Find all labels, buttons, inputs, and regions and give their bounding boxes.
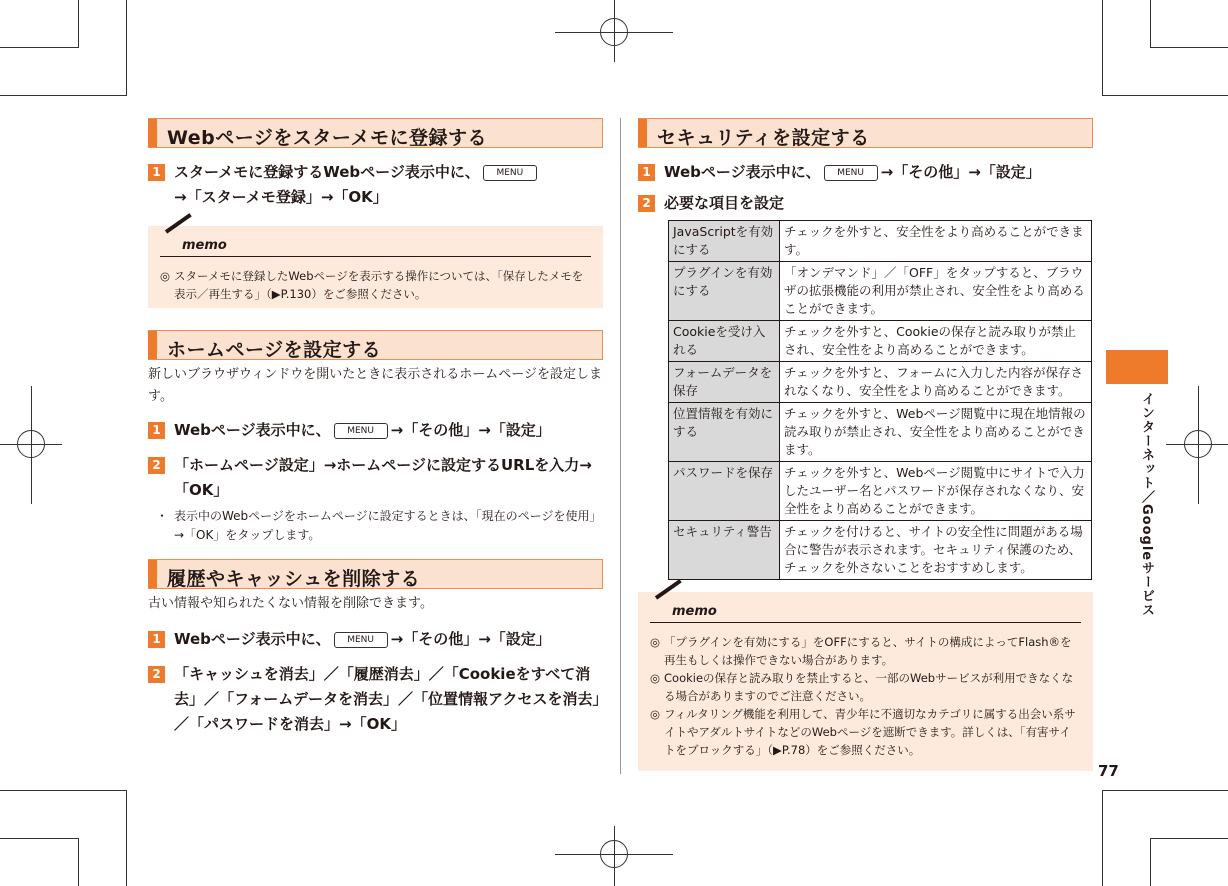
- table-row: [669, 403, 1092, 462]
- step-number: 2: [148, 666, 165, 683]
- menu-key-icon: MENU: [334, 423, 388, 439]
- setting-description: チェックを外すと、フォームに入力した内容が保存されなくなり、安全性をより高めることができます。: [780, 362, 1092, 403]
- step-text: 「キャッシュを消去」／「履歴消去」／「Cookieをすべて消去」／「フォームデータを消去」／「位置情報アクセスを消去」／「パスワードを消去」→「OK」: [174, 665, 601, 733]
- crop-mark: [78, 0, 79, 48]
- section-heading: ホームページを設定する: [148, 330, 603, 360]
- crop-mark: [1150, 0, 1151, 48]
- step: [148, 160, 603, 210]
- section-intro: 古い情報や知られたくない情報を削除できます。: [148, 596, 433, 611]
- step-number: 2: [638, 195, 655, 212]
- chapter-label: インターネット／Googleサービス: [1139, 392, 1154, 618]
- menu-key-icon: MENU: [483, 165, 537, 181]
- step-text: 「ホームページ設定」→ホームページに設定するURLを入力→「OK」: [174, 456, 592, 499]
- registration-line: [614, 0, 615, 62]
- memo-title: [160, 236, 591, 257]
- setting-description: チェックを外すと、Webページ閲覧中にサイトで入力したユーザー名とパスワードが保存されなくなり、安全性をより高めることができます。: [780, 462, 1092, 521]
- setting-description: チェックを外すと、Cookieの保存と読み取りが禁止され、安全性をより高めることができます。: [780, 321, 1092, 362]
- registration-line: [1198, 386, 1199, 504]
- memo-label: memo: [182, 238, 231, 253]
- crop-mark: [1150, 838, 1151, 886]
- step-text: Webページ表示中に、: [174, 630, 331, 648]
- table-row: [669, 221, 1092, 262]
- table-row: [669, 262, 1092, 321]
- crop-mark: [1150, 47, 1228, 48]
- step: [638, 191, 1093, 216]
- pencil-icon: [165, 213, 192, 233]
- crop-mark: [126, 790, 127, 886]
- memo-label: memo: [672, 604, 721, 619]
- step-number: 1: [638, 164, 655, 181]
- setting-description: チェックを付けると、サイトの安全性に問題がある場合に警告が表示されます。セキュリティ保護のため、チェックを外さないことをおすすめします。: [780, 521, 1092, 580]
- crop-mark: [126, 0, 127, 96]
- setting-name: プラグインを有効にする: [669, 262, 780, 321]
- table-row: [669, 321, 1092, 362]
- memo-item: ◎ フィルタリング機能を利用して、青少年に不適切なカテゴリに属する出会い系サイトやアダルトサイトなどのWebページを遮断できます。詳しくは、「有害サイトをブロックする」（▶P.78）をご参照ください。: [650, 705, 1081, 759]
- crop-mark: [0, 838, 78, 839]
- step-text: Webページ表示中に、: [664, 163, 821, 181]
- step-number: 1: [148, 164, 165, 181]
- crop-mark: [0, 95, 126, 96]
- crop-mark: [0, 47, 78, 48]
- step-number: 1: [148, 631, 165, 648]
- setting-description: チェックを外すと、安全性をより高めることができます。: [780, 221, 1092, 262]
- crop-mark: [1102, 790, 1103, 886]
- menu-key-icon: MENU: [824, 165, 878, 181]
- memo-item: ◎ 「プラグインを有効にする」をOFFにすると、サイトの構成によってFlash®を再生もしくは操作できない場合があります。: [650, 633, 1081, 669]
- memo-item: ◎ Cookieの保存と読み取りを禁止すると、一部のWebサービスが利用できなくなる場合がありますのでご注意ください。: [650, 669, 1081, 705]
- setting-name: 位置情報を有効にする: [669, 403, 780, 462]
- table-row: [669, 362, 1092, 403]
- step-number: 1: [148, 422, 165, 439]
- crop-mark: [1102, 95, 1228, 96]
- setting-description: 「オンデマンド」／「OFF」をタップすると、ブラウザの拡張機能の利用が禁止され、安全性をより高めることができます。: [780, 262, 1092, 321]
- step-text: →「その他」→「設定」: [390, 630, 551, 648]
- step: [148, 418, 603, 443]
- right-column: [638, 118, 1093, 771]
- section-heading: セキュリティを設定する: [638, 118, 1093, 148]
- section-heading: 履歴やキャッシュを削除する: [148, 559, 603, 589]
- column-divider: [620, 118, 621, 774]
- memo-title: [650, 602, 1081, 623]
- step-text: 必要な項目を設定: [664, 194, 785, 212]
- crop-mark: [1102, 790, 1228, 791]
- page-number: 77: [1098, 762, 1119, 780]
- setting-name: フォームデータを保存: [669, 362, 780, 403]
- bullet-note: ・ 表示中のWebページをホームページに設定するときは、「現在のページを使用」→「OK」をタップします。: [148, 507, 603, 545]
- memo-box: [148, 226, 603, 308]
- step-text: →「スターメモ登録」→「OK」: [174, 188, 388, 206]
- setting-name: セキュリティ警告: [669, 521, 780, 580]
- step-text: →「その他」→「設定」: [880, 163, 1041, 181]
- step-number: 2: [148, 457, 165, 474]
- registration-line: [31, 386, 32, 504]
- memo-box: [638, 592, 1093, 771]
- settings-table: [668, 220, 1092, 580]
- crop-mark: [1150, 838, 1228, 839]
- step: [638, 160, 1093, 185]
- crop-mark: [0, 790, 126, 791]
- table-row: [669, 462, 1092, 521]
- setting-name: Cookieを受け入れる: [669, 321, 780, 362]
- section-intro: 新しいブラウザウィンドウを開いたときに表示されるホームページを設定します。: [148, 367, 602, 404]
- step: [148, 662, 603, 737]
- registration-line: [1166, 444, 1228, 445]
- chapter-tab: [1106, 350, 1168, 384]
- memo-item: ◎ スターメモに登録したWebページを表示する操作については、「保存したメモを表示／再生する」（▶P.130）をご参照ください。: [160, 267, 591, 303]
- setting-description: チェックを外すと、Webページ閲覧中に現在地情報の読み取りが禁止され、安全性をより高めることができます。: [780, 403, 1092, 462]
- crop-mark: [78, 838, 79, 886]
- setting-name: パスワードを保存: [669, 462, 780, 521]
- setting-name: JavaScriptを有効にする: [669, 221, 780, 262]
- left-column: [148, 118, 603, 737]
- section-heading: Webページをスターメモに登録する: [148, 118, 603, 148]
- step: [148, 627, 603, 652]
- menu-key-icon: MENU: [334, 632, 388, 648]
- pencil-icon: [655, 579, 682, 599]
- step: [148, 453, 603, 503]
- step-text: スターメモに登録するWebページ表示中に、: [174, 163, 480, 181]
- step-text: →「その他」→「設定」: [390, 421, 551, 439]
- registration-line: [614, 826, 615, 886]
- step-text: Webページ表示中に、: [174, 421, 331, 439]
- table-row: [669, 521, 1092, 580]
- crop-mark: [1102, 0, 1103, 96]
